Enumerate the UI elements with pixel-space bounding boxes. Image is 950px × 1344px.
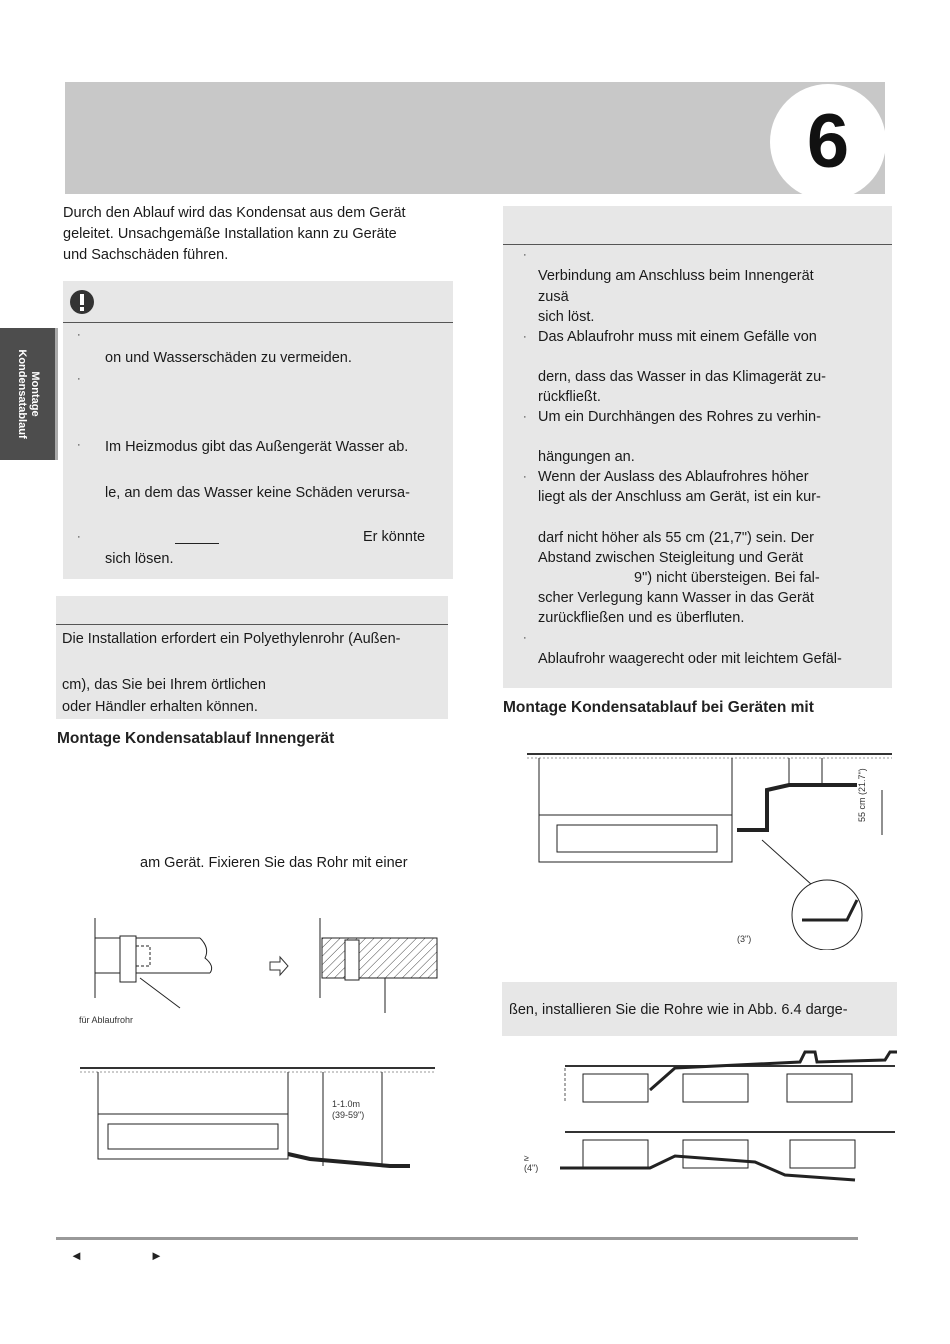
bullet: · — [77, 329, 81, 341]
warning-box-header — [63, 281, 453, 323]
notes-line: Abstand zwischen Steigleitung und Gerät — [538, 550, 804, 566]
pipe-info-header — [56, 596, 448, 625]
underline-blank — [175, 543, 219, 544]
pipe-info-line: Die Installation erfordert ein Polyethylenrohr (Außen- — [62, 631, 401, 647]
instruction-box — [502, 982, 897, 1036]
next-page-button[interactable]: ► — [150, 1248, 163, 1263]
notes-line: Verbindung am Anschluss beim Innengerät — [538, 268, 814, 284]
prev-page-button[interactable]: ◄ — [70, 1248, 83, 1263]
pipe-info-line: oder Händler erhalten können. — [62, 699, 258, 715]
left-body-text: am Gerät. Fixieren Sie das Rohr mit einer — [140, 855, 408, 871]
dimension-label: (3") — [737, 934, 752, 944]
dimension-label: ≥ — [524, 1153, 529, 1163]
notes-line: dern, dass das Wasser in das Klimagerät zu- — [538, 369, 826, 385]
notes-line: darf nicht höher als 55 cm (21,7") sein. Der — [538, 530, 814, 546]
footer-rule — [56, 1237, 858, 1240]
bullet: · — [77, 439, 81, 451]
warning-line: Er könnte — [363, 529, 426, 545]
figure-label: für Ablaufrohr — [79, 1015, 134, 1025]
bullet: · — [523, 249, 527, 261]
notes-line: Um ein Durchhängen des Rohres zu verhin- — [538, 409, 821, 425]
pipe-info-box — [56, 596, 448, 719]
pipe-insulation-figure — [80, 918, 450, 1028]
bullet: · — [77, 373, 81, 385]
notes-line: Wenn der Auslass des Ablaufrohres höher — [538, 469, 809, 485]
dimension-label: (39-59") — [332, 1110, 365, 1120]
notes-box — [503, 206, 892, 688]
bullet: · — [523, 471, 527, 483]
bullet: · — [77, 531, 81, 543]
intro-text: Durch den Ablauf wird das Kondensat aus dem Gerät geleitet. Unsachgemäße Installation kann zu Geräte und Sachschäden führen. — [63, 205, 406, 263]
section-tab-label: Montage Kondensatablauf — [16, 349, 41, 439]
notes-line: zurückfließen und es überfluten. — [538, 610, 745, 626]
instruction-line: ßen, installieren Sie die Rohre wie in Abb. 6.4 darge- — [509, 1002, 848, 1018]
indoor-unit-figure — [80, 1064, 440, 1174]
bullet: · — [523, 331, 527, 343]
bullet: · — [523, 632, 527, 644]
notes-line: Das Ablaufrohr muss mit einem Gefälle von — [538, 329, 817, 345]
warning-box — [63, 281, 453, 579]
notes-line: 9") nicht übersteigen. Bei fal- — [634, 570, 820, 586]
bullet: · — [523, 411, 527, 423]
notes-line: hängungen an. — [538, 449, 635, 465]
section-heading-indoor: Montage Kondensatablauf Innengerät — [57, 730, 335, 747]
notes-box-header — [503, 206, 892, 245]
warning-line: le, an dem das Wasser keine Schäden verursa- — [105, 485, 410, 501]
pipe-info-line: cm), das Sie bei Ihrem örtlichen — [62, 677, 266, 693]
multi-unit-figure — [555, 1050, 900, 1190]
chapter-banner — [65, 82, 885, 194]
section-heading-multi: Montage Kondensatablauf bei Geräten mit — [503, 699, 814, 716]
notes-line: rückfließt. — [538, 389, 601, 405]
chapter-number: 6 — [770, 84, 886, 200]
notes-line: sich löst. — [538, 309, 595, 325]
notes-line: zusä — [538, 289, 569, 305]
notes-line: liegt als der Anschluss am Gerät, ist ein kur- — [538, 489, 821, 505]
notes-line: scher Verlegung kann Wasser in das Gerät — [538, 590, 814, 606]
warning-line: on und Wasserschäden zu vermeiden. — [105, 350, 352, 366]
warning-line: Im Heizmodus gibt das Außengerät Wasser ab. — [105, 439, 409, 455]
dimension-label: (4") — [524, 1163, 539, 1173]
warning-line: sich lösen. — [105, 551, 174, 567]
riser-figure — [527, 750, 897, 950]
notes-line: Ablaufrohr waagerecht oder mit leichtem Gefäl- — [538, 651, 842, 667]
warning-icon — [67, 288, 97, 318]
dimension-label: 1-1.0m — [332, 1099, 361, 1109]
